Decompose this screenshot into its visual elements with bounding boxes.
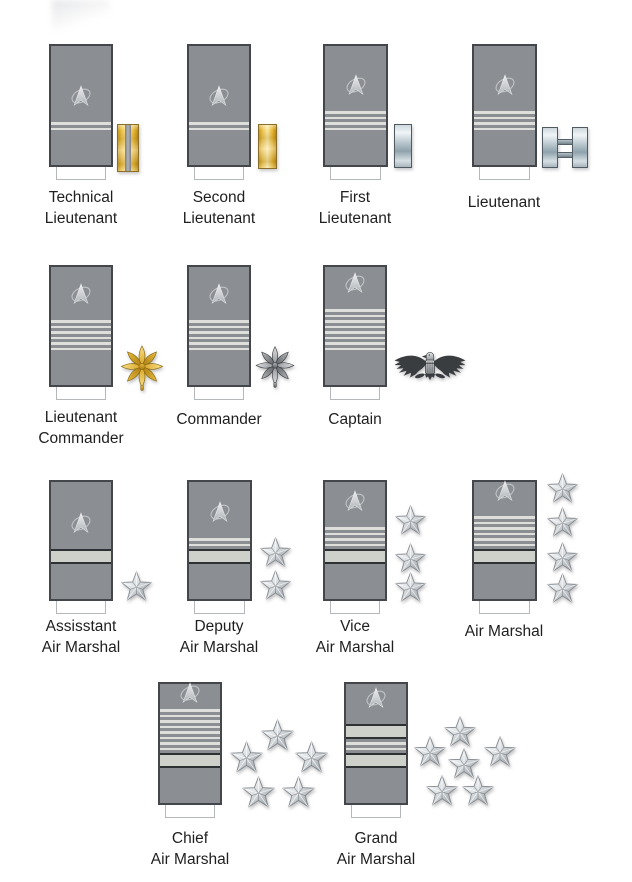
sleeve-stripe [346, 742, 406, 745]
delta-badge-icon [494, 479, 516, 505]
cuff-tab [330, 601, 380, 614]
sleeve-stripe [325, 527, 385, 530]
rank-label [275, 616, 435, 658]
star-icon [443, 715, 477, 749]
star-icon [229, 740, 264, 775]
sleeve-stripes [325, 527, 385, 564]
sleeve-stripe [474, 544, 535, 547]
sleeve-stripe [51, 337, 111, 340]
star-icon [394, 504, 427, 537]
sleeve-stripe [160, 709, 220, 712]
star-insignia [483, 735, 517, 774]
rank-label [1, 407, 161, 449]
sleeve-stripes [189, 320, 249, 350]
sleeve-stripe [51, 128, 111, 131]
rank-label [110, 828, 270, 870]
cuff-tab [165, 805, 215, 818]
uniform-sleeve [323, 44, 388, 167]
star-insignia [259, 536, 292, 574]
star-insignia [241, 775, 276, 815]
delta-badge [70, 282, 92, 313]
sleeve-stripe [325, 342, 385, 345]
sleeve-stripe [160, 748, 220, 751]
delta-badge [494, 479, 516, 510]
silver-bar-insignia [394, 124, 412, 168]
delta-badge-icon [209, 500, 231, 526]
star-insignia [120, 570, 153, 608]
sleeve-stripe [51, 331, 111, 334]
delta-badge [345, 73, 367, 104]
rank-label-line: Air Marshal [464, 623, 544, 640]
sleeve-stripe [189, 331, 249, 334]
delta-badge [70, 511, 92, 542]
rank-label [275, 409, 435, 430]
star-icon [425, 774, 459, 808]
delta-badge [208, 282, 230, 313]
delta-badge-icon [70, 282, 92, 308]
sleeve-stripe [51, 348, 111, 351]
eagle-insignia [392, 345, 468, 394]
cuff-tab [479, 601, 530, 614]
delta-badge-icon [70, 511, 92, 537]
sleeve-stripe [474, 111, 535, 114]
sleeve-stripes [51, 122, 111, 130]
rank-label [424, 192, 584, 213]
rank-label [139, 409, 299, 430]
sleeve-stripe [51, 122, 111, 125]
rank-label-line: Commander [176, 411, 262, 428]
rank-label [296, 828, 456, 870]
uniform-sleeve [187, 480, 252, 601]
cuff-tab [56, 167, 106, 180]
delta-badge-icon [179, 681, 201, 707]
sleeve-stripe [325, 348, 385, 351]
rank-label-line: Technical [48, 189, 114, 206]
sleeve-stripe [325, 315, 385, 318]
delta-badge-icon [208, 282, 230, 308]
sleeve-stripe [189, 337, 249, 340]
sleeve-stripe [346, 748, 406, 751]
silver-bar-insignia [572, 127, 588, 168]
delta-badge-icon [365, 686, 387, 712]
delta-badge [70, 84, 92, 115]
oak-leaf-icon [254, 342, 296, 388]
sleeve-stripe [325, 533, 385, 536]
rank-label-line: Vice [340, 618, 370, 635]
sleeve-stripes [160, 709, 220, 768]
sleeve-stripe [474, 527, 535, 530]
star-insignia [413, 735, 447, 774]
cuff-tab [194, 601, 245, 614]
star-icon [281, 775, 316, 810]
silver-bar-insignia [542, 127, 558, 168]
uniform-sleeve [472, 44, 537, 167]
rank-label-line: Air Marshal [336, 851, 416, 868]
sleeve-stripes [325, 309, 385, 350]
star-insignia [281, 775, 316, 815]
star-insignia [259, 569, 292, 607]
bar-center-stripe [125, 125, 131, 171]
uniform-sleeve [472, 480, 537, 601]
sleeve-stripes [474, 516, 535, 564]
star-icon [259, 536, 292, 569]
sleeve-stripe [160, 737, 220, 740]
star-icon [546, 506, 579, 539]
rank-label-line: Assisstant [45, 618, 117, 635]
sleeve-stripe [189, 326, 249, 329]
sleeve-stripe [474, 522, 535, 525]
star-insignia [394, 571, 427, 609]
star-insignia [546, 506, 579, 544]
rank-label-line: Air Marshal [315, 639, 395, 656]
delta-badge [208, 84, 230, 115]
sleeve-stripe [51, 320, 111, 323]
star-icon [394, 542, 427, 575]
rank-label [1, 187, 161, 229]
sleeve-stripe [474, 533, 535, 536]
star-insignia [229, 740, 264, 780]
sleeve-band [189, 549, 250, 564]
sleeve-stripes [51, 549, 111, 564]
rank-label-line: First [339, 189, 371, 206]
sleeve-stripe [51, 342, 111, 345]
delta-badge-icon [345, 73, 367, 99]
sleeve-stripe [325, 122, 386, 125]
gold-striped-bar-insignia [117, 124, 139, 172]
sleeve-stripe [189, 538, 250, 541]
uniform-sleeve [344, 682, 408, 805]
sleeve-stripe [474, 538, 535, 541]
rank-label-line: Deputy [194, 618, 244, 635]
delta-badge-icon [208, 84, 230, 110]
cuff-tab [351, 805, 401, 818]
star-icon [120, 570, 153, 603]
star-insignia [546, 572, 579, 610]
gold-oak-leaf-insignia [119, 341, 165, 396]
sleeve-stripe [325, 331, 385, 334]
eagle-icon [392, 345, 468, 389]
oak-leaf-icon [119, 341, 165, 391]
sleeve-stripe [160, 715, 220, 718]
delta-badge [344, 271, 366, 302]
uniform-sleeve [187, 265, 251, 387]
sleeve-stripes [51, 320, 111, 350]
sleeve-band [474, 549, 535, 564]
sleeve-stripe [189, 348, 249, 351]
delta-badge-icon [494, 73, 516, 99]
sleeve-stripe [325, 128, 386, 131]
star-insignia [546, 541, 579, 579]
rank-label-line: Lieutenant [44, 409, 118, 426]
uniform-sleeve [323, 480, 387, 601]
sleeve-stripes [325, 111, 386, 130]
cuff-tab [194, 387, 244, 400]
sleeve-stripe [325, 309, 385, 312]
sleeve-stripe [160, 731, 220, 734]
delta-badge [344, 489, 366, 520]
cuff-tab [56, 601, 106, 614]
sleeve-stripe [189, 320, 249, 323]
star-icon [546, 572, 579, 605]
rank-label-line: Lieutenant [44, 210, 118, 227]
uniform-sleeve [187, 44, 251, 167]
star-icon [260, 718, 295, 753]
star-insignia [546, 472, 579, 510]
sleeve-stripe [160, 720, 220, 723]
star-insignia [394, 542, 427, 580]
sleeve-stripe [325, 117, 386, 120]
star-icon [483, 735, 517, 769]
sleeve-stripe [474, 122, 535, 125]
star-icon [461, 774, 495, 808]
sleeve-stripe [160, 742, 220, 745]
rank-label-line: Chief [171, 830, 209, 847]
gold-bar-insignia [258, 124, 277, 169]
sleeve-stripe [325, 337, 385, 340]
star-icon [259, 569, 292, 602]
uniform-sleeve [323, 265, 387, 387]
rank-label-line: Lieutenant [182, 210, 256, 227]
star-icon [294, 740, 329, 775]
star-insignia [443, 715, 477, 754]
sleeve-band [160, 753, 220, 768]
sleeve-band [51, 549, 111, 564]
star-icon [546, 472, 579, 505]
rank-label-line: Commander [38, 430, 124, 447]
rank-label-line: Grand [354, 830, 398, 847]
rank-label-line: Captain [328, 411, 382, 428]
delta-badge-icon [70, 84, 92, 110]
rank-label-line: Air Marshal [179, 639, 259, 656]
rank-label [139, 616, 299, 658]
star-icon [447, 747, 481, 781]
uniform-sleeve [49, 44, 113, 167]
cuff-tab [330, 387, 380, 400]
sleeve-band [325, 549, 385, 564]
background-smudge [52, 0, 110, 30]
sleeve-band [346, 753, 406, 768]
cuff-tab [330, 167, 381, 180]
uniform-sleeve [49, 480, 113, 601]
sleeve-stripe [189, 342, 249, 345]
sleeve-stripe [325, 538, 385, 541]
rank-label [139, 187, 299, 229]
star-icon [241, 775, 276, 810]
star-insignia [425, 774, 459, 813]
delta-badge [365, 686, 387, 717]
delta-badge-icon [344, 489, 366, 515]
bar-connector [557, 139, 573, 145]
star-insignia [394, 504, 427, 542]
sleeve-stripe [325, 320, 385, 323]
sleeve-stripe [51, 326, 111, 329]
silver-oak-leaf-insignia [254, 342, 296, 393]
rank-label-line: Lieutenant [318, 210, 392, 227]
star-icon [546, 541, 579, 574]
sleeve-stripe [474, 117, 535, 120]
sleeve-stripes [346, 724, 406, 768]
delta-badge [209, 500, 231, 531]
sleeve-stripe [325, 111, 386, 114]
cuff-tab [479, 167, 530, 180]
sleeve-stripe [325, 544, 385, 547]
sleeve-stripe [474, 128, 535, 131]
rank-label [1, 616, 161, 658]
cuff-tab [194, 167, 244, 180]
rank-label-line: Second [192, 189, 246, 206]
sleeve-stripe [325, 326, 385, 329]
star-insignia [461, 774, 495, 813]
sleeve-stripe [189, 122, 249, 125]
delta-badge-icon [344, 271, 366, 297]
rank-label [424, 621, 584, 642]
sleeve-stripes [189, 538, 250, 564]
sleeve-stripes [189, 122, 249, 130]
uniform-sleeve [158, 682, 222, 805]
sleeve-stripes [474, 111, 535, 130]
star-icon [394, 571, 427, 604]
sleeve-band [346, 724, 406, 739]
delta-badge [179, 681, 201, 712]
delta-badge [494, 73, 516, 104]
star-insignia [294, 740, 329, 780]
sleeve-stripe [474, 516, 535, 519]
star-insignia [447, 747, 481, 786]
uniform-sleeve [49, 265, 113, 387]
star-icon [413, 735, 447, 769]
rank-label-line: Air Marshal [41, 639, 121, 656]
bar-connector [557, 152, 573, 158]
sleeve-stripe [189, 544, 250, 547]
rank-label [275, 187, 435, 229]
cuff-tab [56, 387, 106, 400]
rank-label-line: Lieutenant [467, 194, 541, 211]
star-insignia [260, 718, 295, 758]
sleeve-stripe [189, 128, 249, 131]
rank-label-line: Air Marshal [150, 851, 230, 868]
sleeve-stripe [160, 726, 220, 729]
